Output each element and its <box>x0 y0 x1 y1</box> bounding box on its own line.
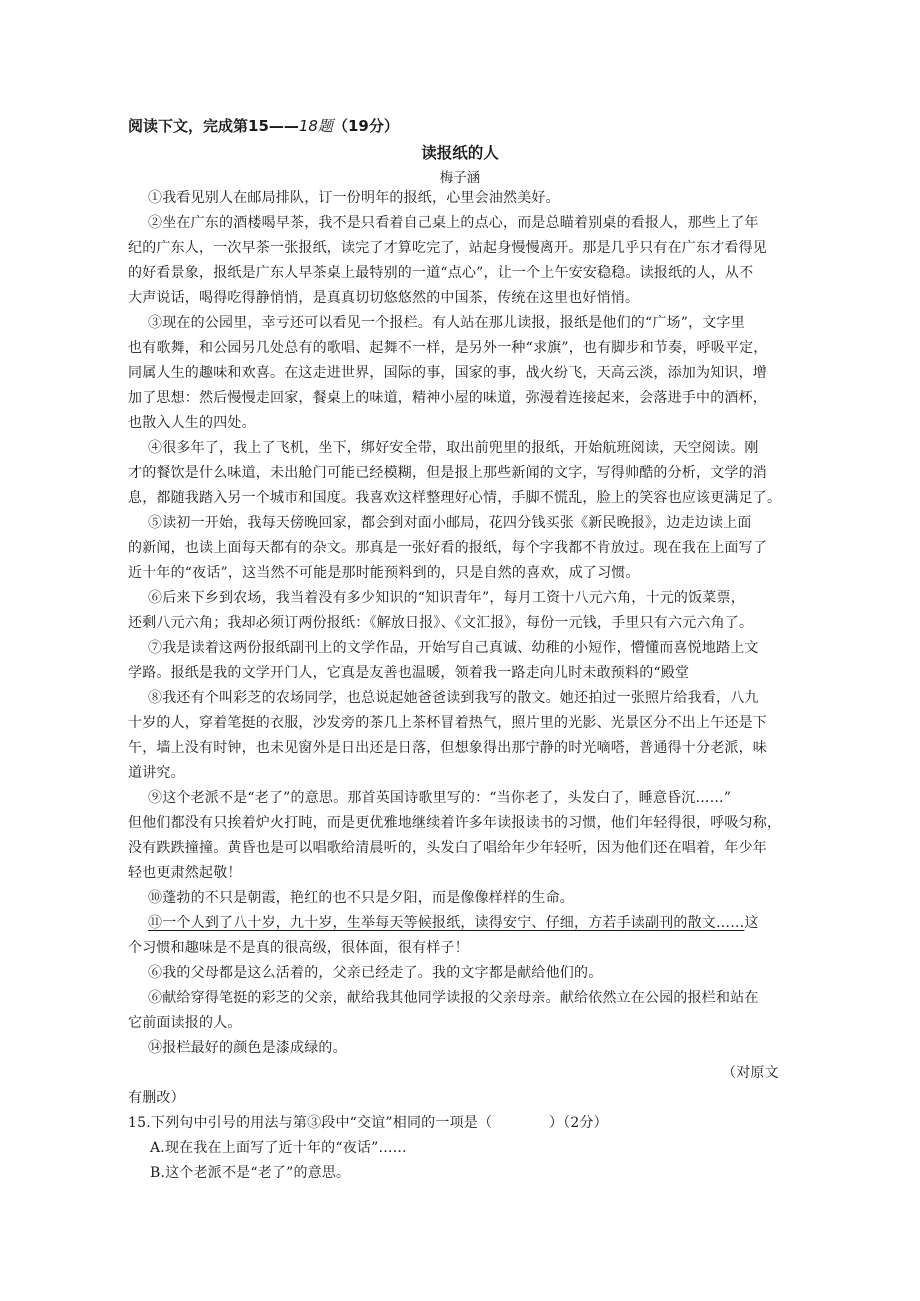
article-title: 读报纸的人 <box>421 144 499 162</box>
paragraph-line: 学路。报纸是我的文学开门人，它真是友善也温暖，领着我一路走向儿时未敢预料的“殿堂 <box>128 665 690 681</box>
source-note-continued: 有删改） <box>128 1090 185 1106</box>
heading-score: （19分） <box>332 117 399 135</box>
option-a: A.现在我在上面写了近十年的“夜话”…… <box>150 1140 407 1156</box>
paragraph-line: ⑭报栏最好的颜色是漆成绿的。 <box>148 1040 347 1056</box>
paragraph-line: 还剩八元六角；我却必须订两份报纸：《解放日报》、《文汇报》，每份一元钱，手里只有六元六角了。 <box>128 615 754 631</box>
underlined-paragraph-line <box>148 914 759 932</box>
paragraph-line: 大声说话，喝得吃得静悄悄，是真真切切悠悠然的中国茶，传统在这里也好悄悄。 <box>128 290 640 306</box>
paragraph-line: 没有跌跌撞撞。黄昏也是可以唱歌给清晨听的，头发白了唱给年少年轻听，因为他们还在唱着，年少年 <box>128 840 767 856</box>
article-author: 梅子涵 <box>439 170 481 186</box>
paragraph-line: ⑦我是读着这两份报纸副刊上的文学作品，开始写自己真诚、幼稚的小短作，懵懂而喜悦地踏上文 <box>148 640 759 656</box>
paragraph-line: 的好看景象，报纸是广东人早茶桌上最特别的一道“点心”，让一个上午安安稳稳。读报纸的人，从不 <box>128 265 754 281</box>
paragraph-line: 纪的广东人，一次早茶一张报纸，读完了才算吃完了，站起身慢慢离开。那是几乎只有在广东才看得见 <box>128 240 767 256</box>
heading-question-range: 18题 <box>298 117 333 135</box>
paragraph-line: 近十年的“夜话”，这当然不可能是那时能预料到的，只是自然的喜欢，成了习惯。 <box>128 565 640 581</box>
source-note: （对原文 <box>722 1065 779 1081</box>
paragraph-line: ①我看见别人在邮局排队，订一份明年的报纸，心里会油然美好。 <box>148 190 560 206</box>
paragraph-line: ⑥献给穿得笔挺的彩芝的父亲，献给我其他同学读报的父亲母亲。献给依然立在公园的报栏和站在 <box>148 990 759 1006</box>
paragraph-line: ⑤读初一开始，我每天傍晚回家，都会到对面小邮局，花四分钱买张《新民晚报》，边走边读上面 <box>148 515 752 531</box>
paragraph-line: 它前面读报的人。 <box>128 1015 242 1031</box>
paragraph-line: 同属人生的趣味和欢喜。在这走进世界，国际的事，国家的事，战火纷飞，天高云淡，添加为知识，增 <box>128 365 767 381</box>
paragraph-line: ⑥我的父母都是这么活着的，父亲已经走了。我的文字都是献给他们的。 <box>148 965 603 981</box>
section-heading <box>128 115 399 136</box>
paragraph-line: 息，都随我踏入另一个城市和国度。我喜欢这样整理好心情，手脚不慌乱，脸上的笑容也应该更满足了。 <box>128 490 782 506</box>
paragraph-line: 道讲究。 <box>128 765 185 781</box>
paragraph-line: 才的餐饮是什么味道，未出舱门可能已经模糊，但是报上那些新闻的文字，写得帅酷的分析，文学的消 <box>128 465 767 481</box>
paragraph-line: ③现在的公园里，幸亏还可以看见一个报栏。有人站在那儿读报，报纸是他们的“广场”，文字里 <box>148 315 745 331</box>
paragraph-line: 也有歌舞，和公园另几处总有的歌唱、起舞不一样，是另外一种“求旗”，也有脚步和节奏，呼吸平定， <box>128 340 768 356</box>
paragraph-line: ⑥后来下乡到农场，我当着没有多少知识的“知识青年”，每月工资十八元六角，十元的饭菜票， <box>148 590 745 606</box>
question-stem: 15.下列句中引号的用法与第③段中“交谊”相同的一项是（ ）（2分） <box>128 1115 608 1131</box>
paragraph-line: 个习惯和趣味是不是真的很高级，很体面，很有样子！ <box>128 940 469 956</box>
paragraph-line: 加了思想：然后慢慢走回家，餐桌上的味道，精神小屋的味道，弥漫着连接起来，会落进手中的酒杯， <box>128 390 767 406</box>
heading-prefix: 阅读下文，完成第15—— <box>128 117 299 135</box>
paragraph-line: ⑧我还有个叫彩芝的农场同学，也总说起她爸爸读到我写的散文。她还拍过一张照片给我看，八九 <box>148 690 759 706</box>
option-b: B.这个老派不是“老了”的意思。 <box>150 1165 351 1181</box>
paragraph-line: 轻也更肃然起敬！ <box>128 865 242 881</box>
paragraph-line: 午，墙上没有时钟，也未见窗外是日出还是日落，但想象得出那宁静的时光嘀嗒，普通得十分老派，味 <box>128 740 767 756</box>
underlined-sentence: ⑪一个人到了八十岁，九十岁，生举每天等候报纸，读得安宁、仔细，方若手读副刊的散文…… <box>148 915 745 931</box>
paragraph-line: 但他们都没有只挨着炉火打盹，而是更优雅地继续着许多年读报读书的习惯，他们年轻得很，呼吸匀称， <box>128 815 782 831</box>
paragraph-line: ②坐在广东的酒楼喝早茶，我不是只看着自己桌上的点心，而是总瞄着别桌的看报人，那些上了年 <box>148 215 759 231</box>
paragraph-line: ⑨这个老派不是“老了”的意思。那首英国诗歌里写的：“当你老了，头发白了，睡意昏沉……” <box>148 790 732 806</box>
paragraph-line: 十岁的人，穿着笔挺的衣服，沙发旁的茶几上茶杯冒着热气，照片里的光影、光景区分不出上午还是下 <box>128 715 767 731</box>
paragraph-line: ④很多年了，我上了飞机，坐下，绑好安全带，取出前兜里的报纸，开始航班阅读，天空阅读。刚 <box>148 440 759 456</box>
paragraph-line: 也散入人生的四处。 <box>128 415 256 431</box>
line-tail: 这 <box>744 915 759 931</box>
paragraph-line: ⑩蓬勃的不只是朝霞，艳红的也不只是夕阳，而是像像样样的生命。 <box>148 890 574 906</box>
paragraph-line: 的新闻，也读上面每天都有的杂文。那真是一张好看的报纸，每个字我都不肯放过。现在我在上面写了 <box>128 540 767 556</box>
